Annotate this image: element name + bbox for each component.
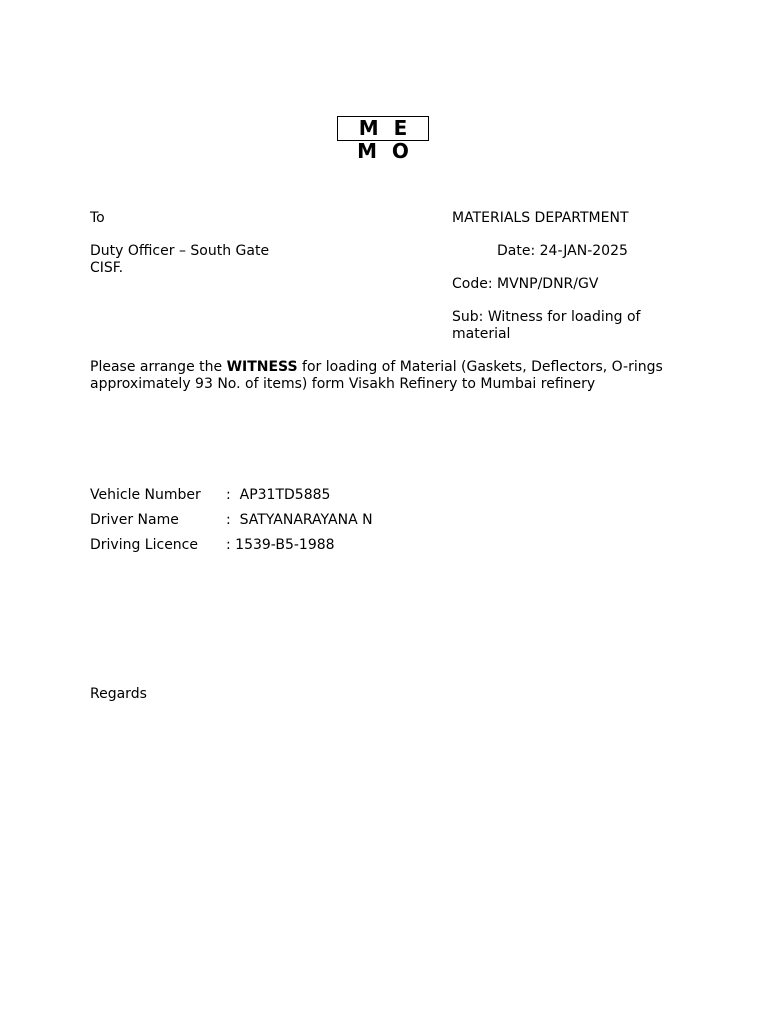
driver-name-value: : SATYANARAYANA N — [226, 512, 373, 528]
vehicle-number-label: Vehicle Number — [90, 487, 201, 503]
vehicle-number-value: : AP31TD5885 — [226, 487, 331, 503]
recipient-line-2: CISF. — [90, 260, 124, 276]
driving-licence-label: Driving Licence — [90, 537, 198, 553]
memo-code: Code: MVNP/DNR/GV — [452, 276, 599, 292]
sender-department: MATERIALS DEPARTMENT — [452, 210, 629, 226]
body-suffix: for loading of Material (Gaskets, Deflectors, O-rings approximately 93 No. of items) form Visakh Refinery to Mumbai refinery — [90, 359, 663, 392]
driving-licence-value: : 1539-B5-1988 — [226, 537, 335, 553]
driver-name-label: Driver Name — [90, 512, 179, 528]
memo-title: M E M O — [337, 116, 429, 141]
body-emphasis: WITNESS — [226, 359, 298, 375]
recipient-line-1: Duty Officer – South Gate — [90, 243, 270, 259]
memo-date: Date: 24-JAN-2025 — [497, 243, 628, 259]
closing-regards: Regards — [90, 686, 147, 702]
memo-subject: Sub: Witness for loading of material — [452, 309, 641, 342]
to-label: To — [90, 210, 105, 226]
memo-body — [90, 359, 680, 393]
body-prefix: Please arrange the — [90, 359, 227, 375]
